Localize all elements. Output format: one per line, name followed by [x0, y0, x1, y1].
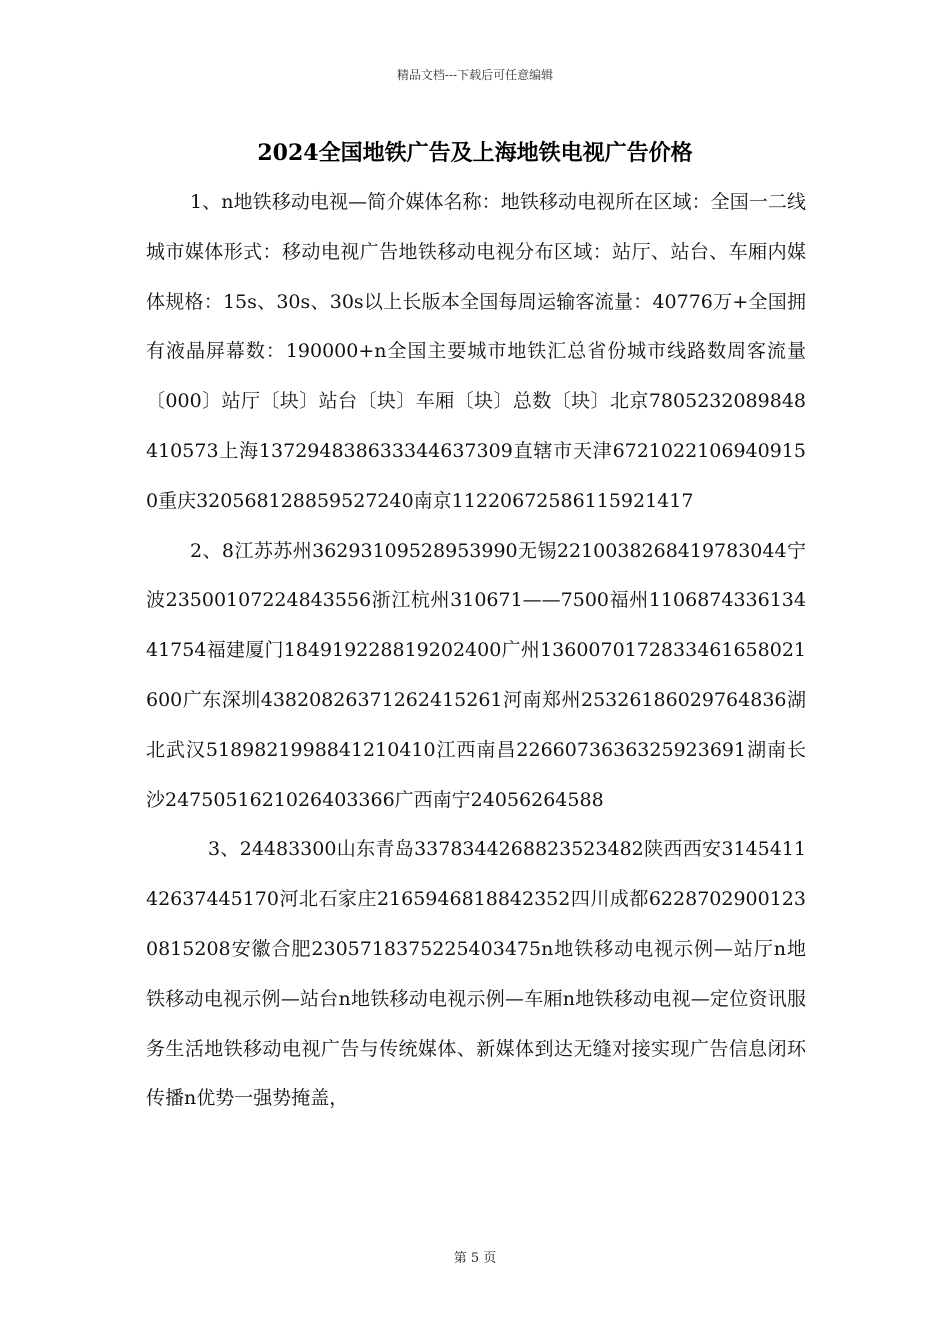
page-number: 第 5 页	[453, 1251, 497, 1266]
paragraph-2: 2、8江苏苏州36293109528953990无锡2210038268419783044宁波23500107224843556浙江杭州310671——7500福州110687433613441754福建厦门184919228819202400广州136007017283346165802​1600广东深圳43820826371262415261河南郑州25326186029764836湖北武汉5189821998841210410江西南昌2266073636325923691湖南长沙2475051621026403366广西南宁24056264588	[146, 539, 806, 811]
paragraph-1: 1、n地铁移动电视—简介媒体名称：地铁移动电视所在区域：全国一二线城市媒体形式：移动电视广告地铁移动电视分布区域：站厅、站台、车厢内媒体规格：15s、30s、30s以上长版本全国每周运输客流量：40776万+全国拥有液晶屏幕数：190000+n全国主要城市地铁汇总省份城市线路数周客流量〔000〕站厅〔块〕站台〔块〕车厢〔块〕总数〔块〕北京7805232089848410573上海1372948386333446373​09直辖市天津67210221069409150重庆320568128859527240南京11220672586115921417	[146, 191, 806, 512]
paragraph-3: 3、24483300山东青岛3378344268823523482陕西西安314541142637445170河北石家庄2165946818842352四川成都62287029001230815208安徽合肥2305718375225403475n地铁移动电视示例—站厅n地铁移动电视示例—站台n地铁移动电视示例—车厢n地铁移动电视—定位资讯服务生活地铁移动电视广告与传统媒体、新媒体到达无缝对接实现广告信息闭环传播n优势一强势掩盖，	[146, 838, 806, 1110]
document-body	[146, 178, 806, 1124]
document-title: 2024全国地铁广告及上海地铁电视广告价格	[257, 140, 693, 166]
page-header: 精品文档---下载后可任意编辑	[396, 68, 554, 82]
